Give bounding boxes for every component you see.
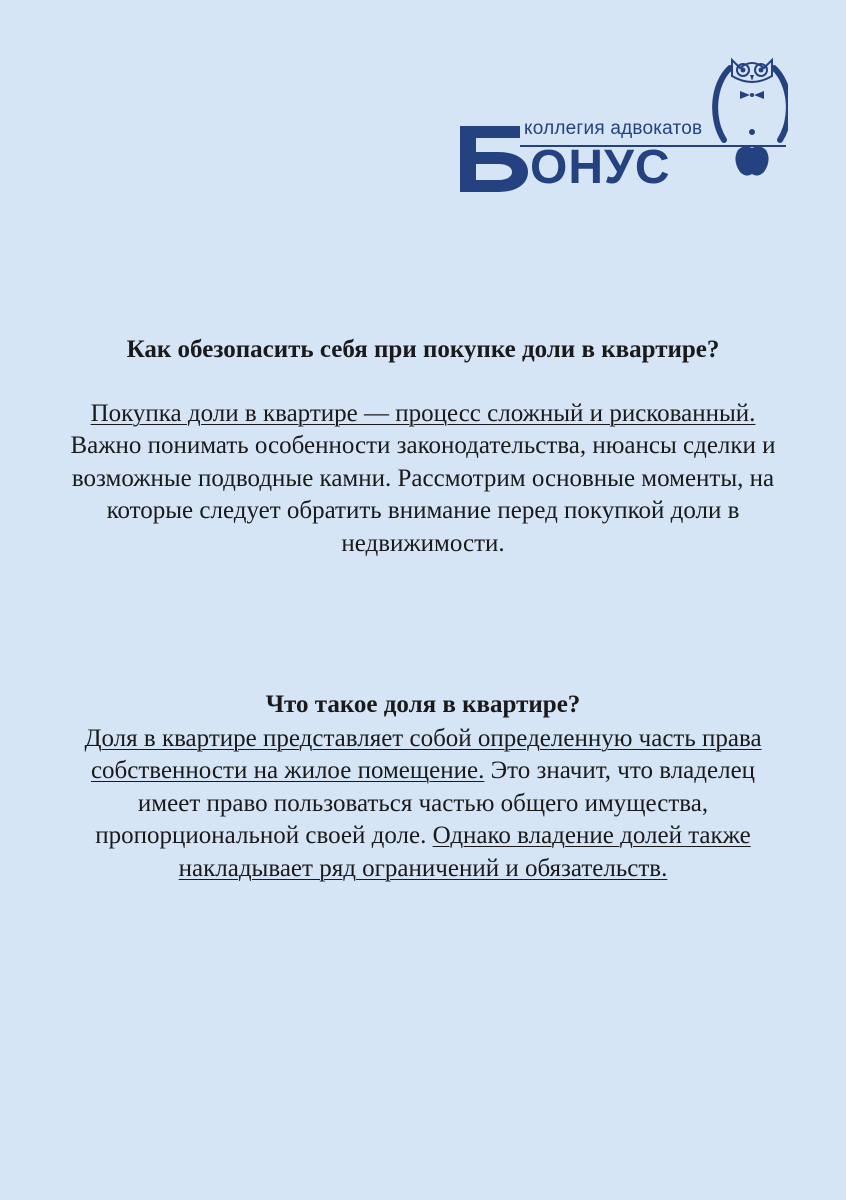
definition-paragraph xyxy=(60,723,786,885)
intro-body-text: Важно понимать особенности законодательства, нюансы сделки и возможные подводные камни. Рассмотрим основные моменты, на которые следует обратить внимание перед покупкой доли в недвижимости. xyxy=(70,432,776,557)
heading-how-to-protect: Как обезопасить себя при покупке доли в квартире? xyxy=(126,336,720,363)
company-logo xyxy=(458,48,788,198)
owl-icon xyxy=(715,60,788,176)
heading-what-is-share: Что такое доля в квартире? xyxy=(265,691,581,718)
intro-underlined-text: Покупка доли в квартире — процесс сложный и рискованный. xyxy=(90,400,756,427)
logo-name-rest: ОНУС xyxy=(530,141,671,194)
intro-paragraph xyxy=(60,398,786,560)
definition-body-text: Это значит, что владелец имеет право пользоваться частью общего имущества, пропорциональной своей доле. xyxy=(95,757,756,850)
definition-underlined-text: Доля в квартире представляет собой определенную часть права собственности на жилое помещение. xyxy=(84,725,762,785)
definition-underlined-text-2: Однако владение долей также накладывает ряд ограничений и обязательств. xyxy=(178,822,751,882)
logo-letter-b xyxy=(460,126,528,192)
logo-subtitle: коллегия адвокатов xyxy=(524,118,703,139)
